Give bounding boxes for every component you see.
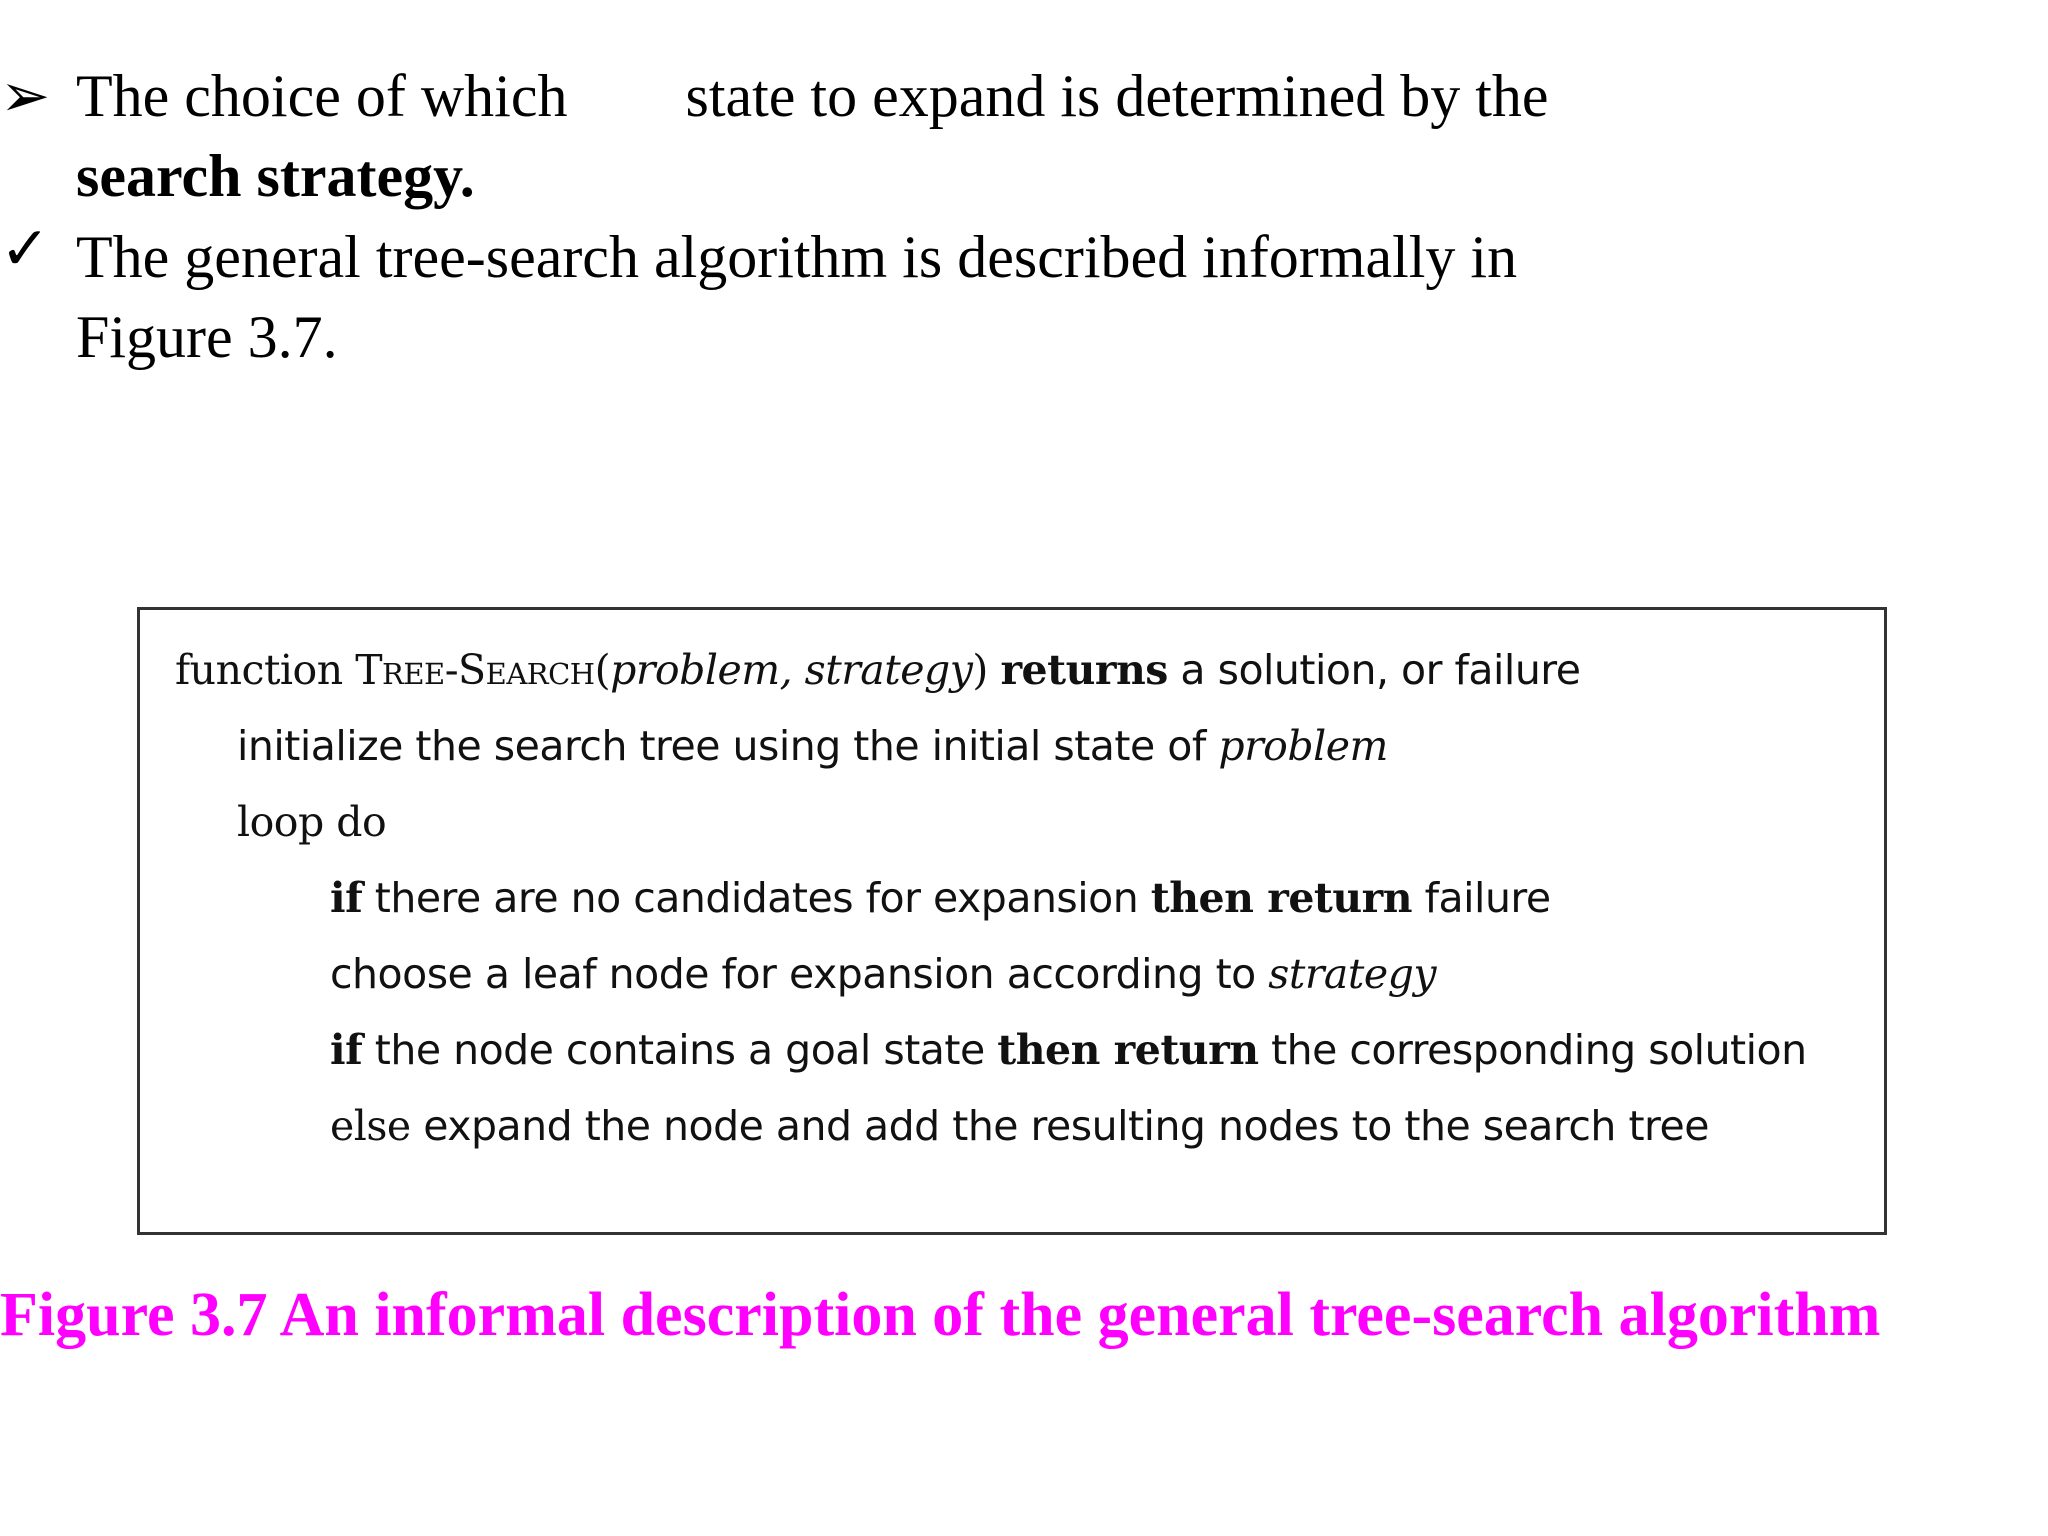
choose-arg: strategy [1268, 950, 1437, 998]
keyword-returns: returns [1000, 646, 1168, 694]
algorithm-line-goal-test [330, 1020, 1807, 1080]
returns-text: a solution, or failure [1180, 646, 1581, 694]
keyword-else: else [330, 1102, 411, 1150]
arrowhead-bullet-icon: ➢ [0, 63, 51, 129]
bullet-bold-term: search strategy. [76, 143, 475, 209]
initialize-arg: problem [1218, 722, 1388, 770]
algorithm-line-signature [175, 640, 1580, 700]
keyword-then-return: then return [997, 1026, 1259, 1074]
algorithm-line-no-candidates [330, 868, 1551, 928]
function-args: problem, strategy [610, 646, 973, 694]
function-close-paren: ) [972, 646, 988, 694]
function-name: Tree-Search( [355, 646, 611, 694]
algorithm-box [137, 607, 1887, 1235]
keyword-loop-do: loop do [237, 798, 387, 846]
return-value: the corresponding solution [1271, 1026, 1807, 1074]
bullet-text-line1: The general tree-search algorithm is described informally in [76, 224, 1518, 290]
bullet-text-part2: state to expand is determined by the [685, 63, 1549, 129]
expand-text: expand the node and add the resulting nodes to the search tree [423, 1102, 1709, 1150]
condition-text: there are no candidates for expansion [374, 874, 1139, 922]
choose-text: choose a leaf node for expansion according to [330, 950, 1256, 998]
figure-caption: Figure 3.7 An informal description of the general tree-search algorithm [0, 1281, 1881, 1349]
initialize-text: initialize the search tree using the initial state of [237, 722, 1206, 770]
keyword-if: if [330, 1026, 363, 1074]
bullet-text-line2: Figure 3.7. [76, 304, 338, 370]
algorithm-line-initialize [237, 716, 1388, 776]
bullet-text [76, 56, 1976, 216]
bullet-text [76, 217, 1976, 377]
condition-text: the node contains a goal state [374, 1026, 985, 1074]
algorithm-line-expand [330, 1096, 1709, 1156]
keyword-then-return: then return [1150, 874, 1413, 922]
keyword-if: if [330, 874, 363, 922]
return-value: failure [1424, 874, 1551, 922]
checkmark-bullet-icon: ✓ [0, 216, 51, 282]
algorithm-line-loop [237, 792, 386, 852]
bullet-text-part1: The choice of which [76, 63, 568, 129]
keyword-function: function [175, 646, 343, 694]
algorithm-line-choose-leaf [330, 944, 1436, 1004]
